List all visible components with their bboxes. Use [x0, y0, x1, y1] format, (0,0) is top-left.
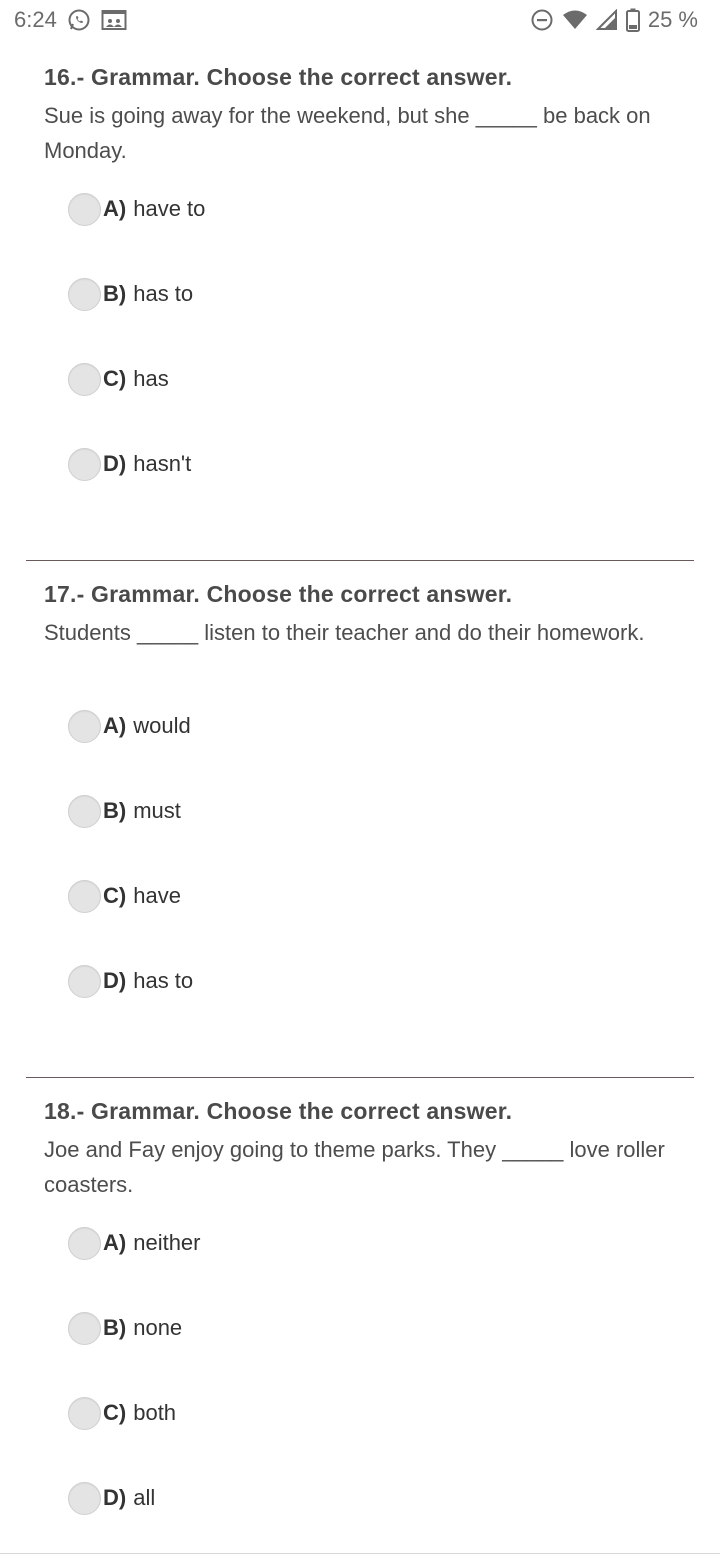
option-letter: C) [103, 366, 127, 391]
clock: 6:24 [14, 7, 57, 32]
option-letter: C) [103, 883, 127, 908]
option-c[interactable] [68, 1395, 628, 1431]
option-label: have to [133, 196, 206, 221]
radio-button[interactable] [68, 965, 101, 998]
whatsapp-icon [67, 8, 91, 32]
question-text: Sue is going away for the weekend, but she _____ be back on Monday. [44, 103, 651, 163]
option-d[interactable] [68, 446, 628, 482]
option-a[interactable] [68, 1225, 628, 1261]
option-a[interactable] [68, 191, 628, 227]
question-text: Joe and Fay enjoy going to theme parks. They _____ love roller coasters. [44, 1137, 665, 1197]
status-bar-right [530, 7, 698, 33]
radio-button[interactable] [68, 193, 101, 226]
cell-signal-icon [596, 9, 618, 31]
radio-button[interactable] [68, 278, 101, 311]
option-label: would [133, 713, 191, 738]
option-label: has to [133, 968, 194, 993]
question-title: 16.- Grammar. Choose the correct answer. [44, 64, 513, 90]
option-label: hasn't [133, 451, 192, 476]
radio-button[interactable] [68, 1397, 101, 1430]
option-label: has to [133, 281, 194, 306]
option-label: neither [133, 1230, 201, 1255]
option-letter: A) [103, 196, 127, 221]
option-label: must [133, 798, 181, 823]
option-label: all [133, 1485, 156, 1510]
option-label: none [133, 1315, 183, 1340]
gallery-icon [101, 9, 127, 31]
radio-button[interactable] [68, 1312, 101, 1345]
wifi-icon [562, 9, 588, 31]
question-divider [26, 1077, 694, 1078]
option-d[interactable] [68, 963, 628, 999]
status-bar-left [14, 7, 127, 33]
radio-button[interactable] [68, 795, 101, 828]
option-letter: C) [103, 1400, 127, 1425]
question-text: Students _____ listen to their teacher and do their homework. [44, 620, 645, 645]
option-d[interactable] [68, 1480, 628, 1516]
status-bar [0, 0, 720, 40]
option-letter: B) [103, 1315, 127, 1340]
radio-button[interactable] [68, 448, 101, 481]
radio-button[interactable] [68, 880, 101, 913]
battery-percentage: 25 % [647, 7, 698, 32]
option-b[interactable] [68, 793, 628, 829]
question-title: 18.- Grammar. Choose the correct answer. [44, 1098, 513, 1124]
option-letter: A) [103, 713, 127, 738]
option-c[interactable] [68, 878, 628, 914]
option-letter: D) [103, 451, 127, 476]
option-c[interactable] [68, 361, 628, 397]
option-label: has [133, 366, 169, 391]
question-title: 17.- Grammar. Choose the correct answer. [44, 581, 513, 607]
option-b[interactable] [68, 276, 628, 312]
bottom-divider [0, 1553, 720, 1554]
option-letter: B) [103, 281, 127, 306]
radio-button[interactable] [68, 710, 101, 743]
radio-button[interactable] [68, 1482, 101, 1515]
option-letter: B) [103, 798, 127, 823]
option-label: have [133, 883, 181, 908]
option-letter: D) [103, 1485, 127, 1510]
option-label: both [133, 1400, 177, 1425]
option-b[interactable] [68, 1310, 628, 1346]
option-letter: D) [103, 968, 127, 993]
option-a[interactable] [68, 708, 628, 744]
radio-button[interactable] [68, 363, 101, 396]
radio-button[interactable] [68, 1227, 101, 1260]
option-letter: A) [103, 1230, 127, 1255]
question-divider [26, 560, 694, 561]
do-not-disturb-icon [530, 8, 554, 32]
battery-icon [626, 8, 640, 32]
